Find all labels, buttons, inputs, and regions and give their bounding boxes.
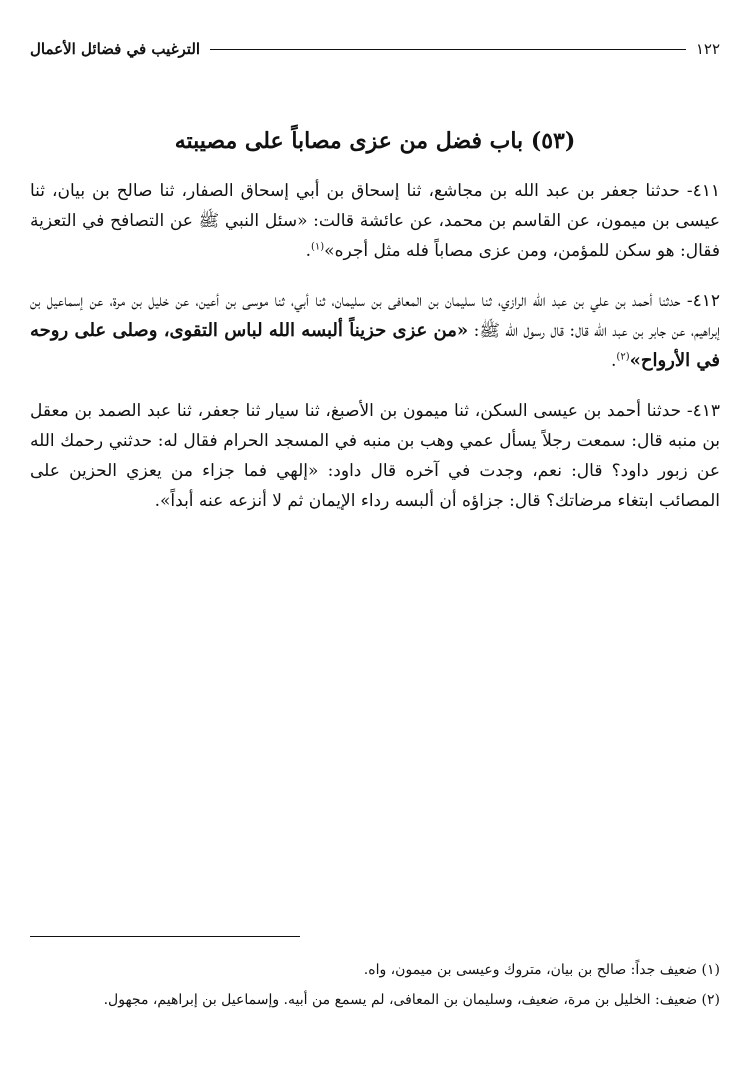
hadith-411 xyxy=(30,176,720,266)
hadith-matn-bold: «من عزى حزيناً ألبسه الله لباس التقوى، وصلى على روحه في الأرواح» xyxy=(30,320,720,371)
footnote-ref: (١) xyxy=(310,241,325,253)
hadith-text: ٤١٢- حدثنا أحمد بن علي بن عبد الله الرازي، ثنا سليمان بن المعافى بن سليمان، ثنا أبي، ثنا موسى بن أعين، عن خليل بن مرة، عن إسماعيل بن إبراهيم، عن جابر بن عبد الله قال: قال رسول الله ﷺ: xyxy=(30,291,720,341)
header-rule xyxy=(210,49,686,50)
hadith-end: . xyxy=(611,351,617,371)
footnote-ref: (٢) xyxy=(616,351,630,363)
hadith-list xyxy=(30,176,720,536)
footnote-separator xyxy=(30,936,300,937)
page-number: ١٢٢ xyxy=(695,40,720,58)
hadith-413 xyxy=(30,396,720,516)
footnote-2: (٢) ضعيف: الخليل بن مرة، ضعيف، وسليمان بن المعافى، لم يسمع من أبيه. وإسماعيل بن إبراهيم، مجهول. xyxy=(103,992,720,1008)
footnote-1: (١) ضعيف جداً: صالح بن بيان، متروك وعيسى بن ميمون، واه. xyxy=(363,962,720,978)
hadith-end: . xyxy=(305,241,311,261)
footnotes xyxy=(30,956,720,1016)
hadith-text: ٤١٣- حدثنا أحمد بن عيسى السكن، ثنا ميمون بن الأصبغ، ثنا سيار ثنا جعفر، ثنا عبد الصمد بن معقل بن منبه قال: سمعت رجلاً يسأل عمي وهب بن منبه في المسجد الحرام فقال له: حدثني رحمك الله عن زبور داود؟ قال: نعم، وجدت في آخره قال داود: «إلهي فما جزاء من يعزي الحزين على المصائب ابتغاء مرضاتك؟ قال: جزاؤه أن ألبسه رداء الإيمان ثم لا أنزعه عنه أبداً» xyxy=(30,401,720,511)
hadith-text: ٤١١- حدثنا جعفر بن عبد الله بن مجاشع، ثنا إسحاق بن أبي إسحاق الصفار، ثنا صالح بن بيان، ثنا عيسى بن ميمون، عن القاسم بن محمد، عن عائشة قالت: «سئل النبي ﷺ عن التصافح في التعزية فقال: هو سكن للمؤمن، ومن عزى مصاباً فله مثل أجره» xyxy=(30,181,720,261)
chapter-title: (٥٣) باب فضل من عزى مصاباً على مصيبته xyxy=(174,128,576,154)
hadith-412 xyxy=(30,286,720,376)
hadith-end: . xyxy=(154,491,161,511)
book-title: الترغيب في فضائل الأعمال xyxy=(30,40,201,58)
running-header xyxy=(30,38,720,60)
